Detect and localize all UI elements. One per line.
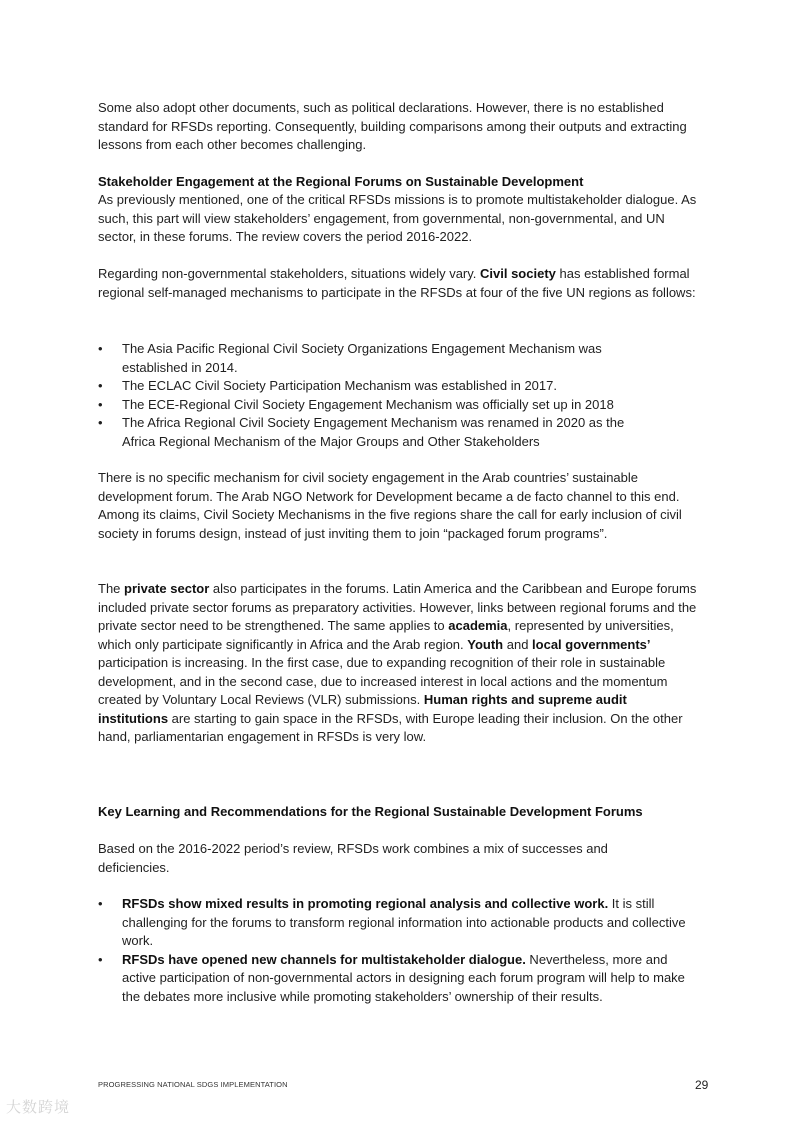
text: It is still challenging for the forums to transform regional information into actionable products and collective work.	[122, 896, 686, 948]
paragraph-civil-society	[98, 265, 698, 302]
bold-text: local governments’	[532, 636, 651, 652]
text: Nevertheless, more and active participation of non-governmental actors in designing each forum program will help to make the debates more inclusive while promoting stakeholders’ ownership of their results.	[122, 951, 685, 1004]
list-item: • The ECLAC Civil Society Participation Mechanism was established in 2017.	[98, 377, 658, 396]
text: The	[98, 581, 125, 596]
section-heading-key-learning	[98, 803, 698, 822]
list-item: • The Asia Pacific Regional Civil Society Organizations Engagement Mechanism was established in 2014.	[98, 340, 658, 377]
text: participation is increasing. In the first case, due to expanding recognition of their role in sustainable development, and in the second case, due to increased interest in local actions and the momentum created by Voluntary Local Reviews (VLR) submissions.	[98, 655, 668, 707]
heading-text: Key Learning and Recommendations for the Regional Sustainable Development Forums	[98, 804, 643, 819]
text: Regarding non-governmental stakeholders, situations widely vary.	[98, 266, 481, 281]
paragraph-reporting: Some also adopt other documents, such as political declarations. However, there is no established standard for RFSDs reporting. Consequently, building comparisons among their outputs and extracting lessons from each other becomes challenging.	[98, 100, 687, 152]
list-item	[98, 951, 698, 1007]
text: are starting to gain space in the RFSDs, with Europe leading their inclusion. On the other hand, parliamentarian engagement in RFSDs is very low.	[98, 710, 683, 744]
bold-text: private sector	[124, 581, 210, 596]
section-heading-stakeholder	[98, 173, 698, 192]
recommendation-list	[98, 895, 698, 1006]
bold-text: Civil society	[480, 266, 556, 281]
paragraph-arab-forum: There is no specific mechanism for civil society engagement in the Arab countries’ sustainable development forum. The Arab NGO Network for Development became a de facto channel to this end. Among its claims, Civil Society Mechanisms in the five regions share the call for early inclusion of civil society in forums design, instead of just inviting them to join “packaged forum programs”.	[98, 470, 682, 541]
page-number: 29	[695, 1078, 709, 1092]
paragraph-review: Based on the 2016-2022 period’s review, RFSDs work combines a mix of successes and deficiencies.	[98, 841, 608, 875]
list-item	[98, 895, 698, 951]
mechanism-list	[98, 340, 658, 451]
watermark-logo: 大数跨境	[6, 1099, 71, 1116]
text: has established formal regional self-managed mechanisms to participate in the RFSDs at four of the five UN regions as follows:	[98, 266, 696, 300]
heading-text: Stakeholder Engagement at the Regional Forums on Sustainable Development	[98, 174, 584, 189]
list-item: • The ECE-Regional Civil Society Engagement Mechanism was officially set up in 2018	[98, 396, 658, 415]
bold-text: RFSDs show mixed results in promoting regional analysis and collective work.	[122, 896, 609, 911]
bold-text: Human rights and supreme audit institutions	[98, 692, 627, 726]
list-item: • The Africa Regional Civil Society Engagement Mechanism was renamed in 2020 as the Africa Regional Mechanism of the Major Groups and Other Stakeholders	[98, 414, 658, 451]
bold-text: RFSDs have opened new channels for multistakeholder dialogue.	[122, 951, 526, 967]
paragraph-private-sector	[98, 580, 698, 747]
text: , represented by universities, which only participate significantly in Africa and the Arab region.	[98, 618, 674, 652]
text: and	[503, 636, 533, 652]
bold-text: Youth	[467, 636, 504, 652]
paragraph-intro: As previously mentioned, one of the critical RFSDs missions is to promote multistakeholder dialogue. As such, this part will view stakeholders’ engagement, from governmental, non-governmental, and UN sector, in these forums. The review covers the period 2016-2022.	[98, 192, 697, 244]
footer-title: PROGRESSING NATIONAL SDGS IMPLEMENTATION	[98, 1080, 288, 1089]
bold-text: academia	[448, 618, 508, 633]
text: also participates in the forums. Latin America and the Caribbean and Europe forums included private sector forums as preparatory activities. However, links between regional forums and the private sector need to be strengthened. The same applies to	[98, 581, 697, 633]
